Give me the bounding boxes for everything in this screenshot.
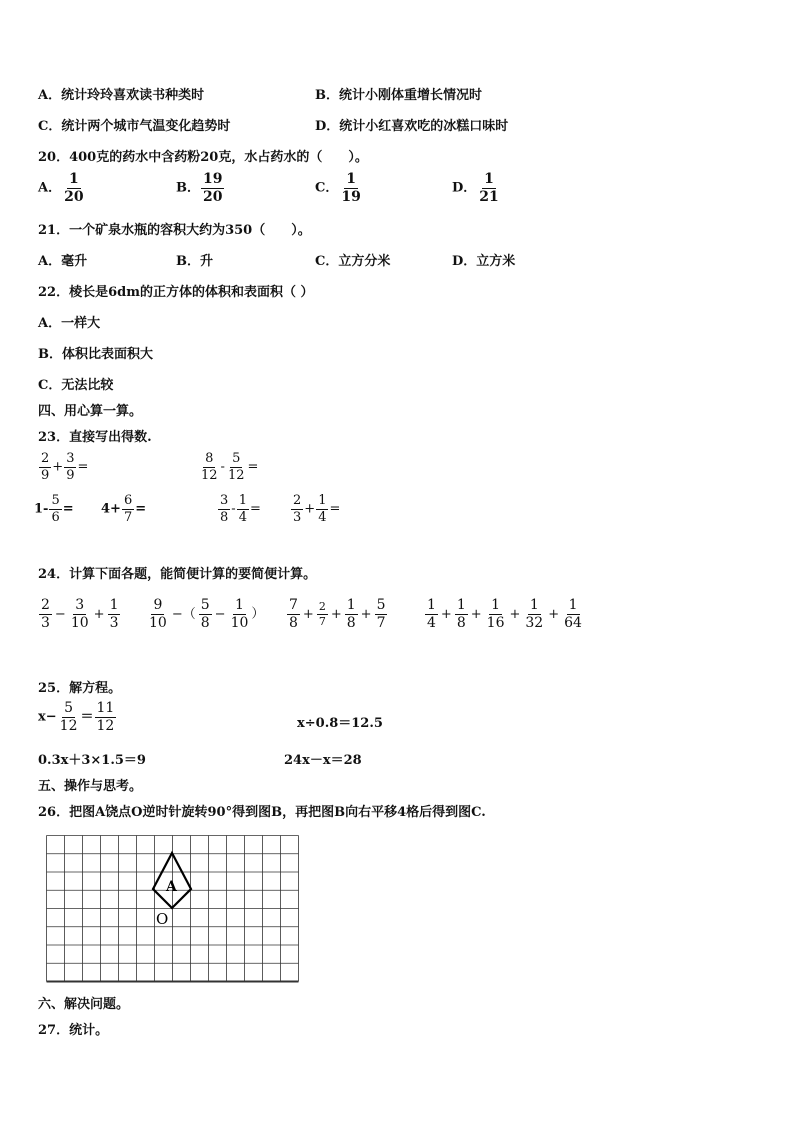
q24-expr-2: $\frac{9}{10}$ −（ $\frac{5}{8}$ − $\frac{1}{10}$ ） bbox=[149, 597, 265, 631]
q23-expr-2: $\frac{8}{12}$ - $\frac{5}{12}$ = bbox=[201, 451, 259, 483]
q20-option-a: A． $\frac{1}{20}$ bbox=[38, 171, 84, 205]
q26-stem: 26．把图A饶点O逆时针旋转90°得到图B，再把图B向右平移4格后得到图C. bbox=[38, 805, 486, 820]
q20-stem: 20．400克的药水中含药粉20克，水占药水的（ ）。 bbox=[38, 150, 368, 165]
q21-option-b: B．升 bbox=[176, 254, 213, 269]
q24-expr-3: $\frac{7}{8}$ + $\frac{2}{7}$ + $\frac{1}{8}$ + $\frac{5}{7}$ bbox=[289, 597, 386, 631]
q21-stem: 21．一个矿泉水瓶的容积大约为350（ ）。 bbox=[38, 223, 311, 238]
section-4-heading: 四、用心算一算。 bbox=[38, 404, 143, 419]
q25-equation-4: 24x－x＝28 bbox=[284, 753, 362, 768]
q25-equation-2: x÷0.8＝12.5 bbox=[297, 716, 383, 731]
q24-stem: 24．计算下面各题，能简便计算的要简便计算。 bbox=[38, 567, 317, 582]
q24-expr-4: $\frac{1}{4}$ + $\frac{1}{8}$ + $\frac{1}{16}$ + $\frac{1}{32}$ + $\frac{1}{64}$ bbox=[427, 597, 582, 631]
q19-option-b: B．统计小刚体重增长情况时 bbox=[315, 88, 482, 103]
q21-option-c: C．立方分米 bbox=[315, 254, 391, 269]
q19-option-a: A．统计玲玲喜欢读书种类时 bbox=[38, 88, 205, 103]
q19-option-d: D．统计小红喜欢吃的冰糕口味时 bbox=[315, 119, 509, 134]
q21-option-d: D．立方米 bbox=[452, 254, 516, 269]
q23-stem: 23．直接写出得数. bbox=[38, 430, 152, 445]
section-5-heading: 五、操作与思考。 bbox=[38, 779, 143, 794]
q23-expr-4: 4+ $\frac{6}{7}$ = bbox=[101, 493, 147, 525]
q22-stem: 22．棱长是6dm的正方体的体积和表面积（ ） bbox=[38, 285, 314, 300]
shape-a-label: A bbox=[166, 879, 177, 895]
q20-option-b: B． $\frac{19}{20}$ bbox=[176, 171, 223, 205]
q25-equation-1: x− $\frac{5}{12}$ ＝ $\frac{11}{12}$ bbox=[38, 700, 115, 734]
q22-option-b: B．体积比表面积大 bbox=[38, 347, 153, 362]
q22-option-a: A．一样大 bbox=[38, 316, 101, 331]
q25-stem: 25．解方程。 bbox=[38, 681, 122, 696]
q24-expr-1: $\frac{2}{3}$ − $\frac{3}{10}$ + $\frac{1}{3}$ bbox=[41, 597, 119, 631]
q25-equation-3: 0.3x＋3×1.5＝9 bbox=[38, 753, 146, 768]
q20-option-d: D． $\frac{1}{21}$ bbox=[452, 171, 499, 205]
q19-option-c: C．统计两个城市气温变化趋势时 bbox=[38, 119, 231, 134]
section-6-heading: 六、解决问题。 bbox=[38, 997, 130, 1012]
q20-option-c: C． $\frac{1}{19}$ bbox=[315, 171, 361, 205]
q27-stem: 27．统计。 bbox=[38, 1023, 109, 1038]
rotation-grid bbox=[46, 835, 299, 983]
q23-expr-1: $\frac{2}{9}$ + $\frac{3}{9}$ = bbox=[41, 451, 89, 483]
q23-expr-6: $\frac{2}{3}$ + $\frac{1}{4}$ = bbox=[293, 493, 341, 525]
point-o-label: O bbox=[156, 910, 169, 928]
q26-grid-figure bbox=[46, 835, 299, 983]
q22-option-c: C．无法比较 bbox=[38, 378, 114, 393]
q23-expr-3: 1- $\frac{5}{6}$ = bbox=[34, 493, 74, 525]
q23-expr-5: $\frac{3}{8}$ - $\frac{1}{4}$ = bbox=[220, 493, 261, 525]
q21-option-a: A．毫升 bbox=[38, 254, 88, 269]
